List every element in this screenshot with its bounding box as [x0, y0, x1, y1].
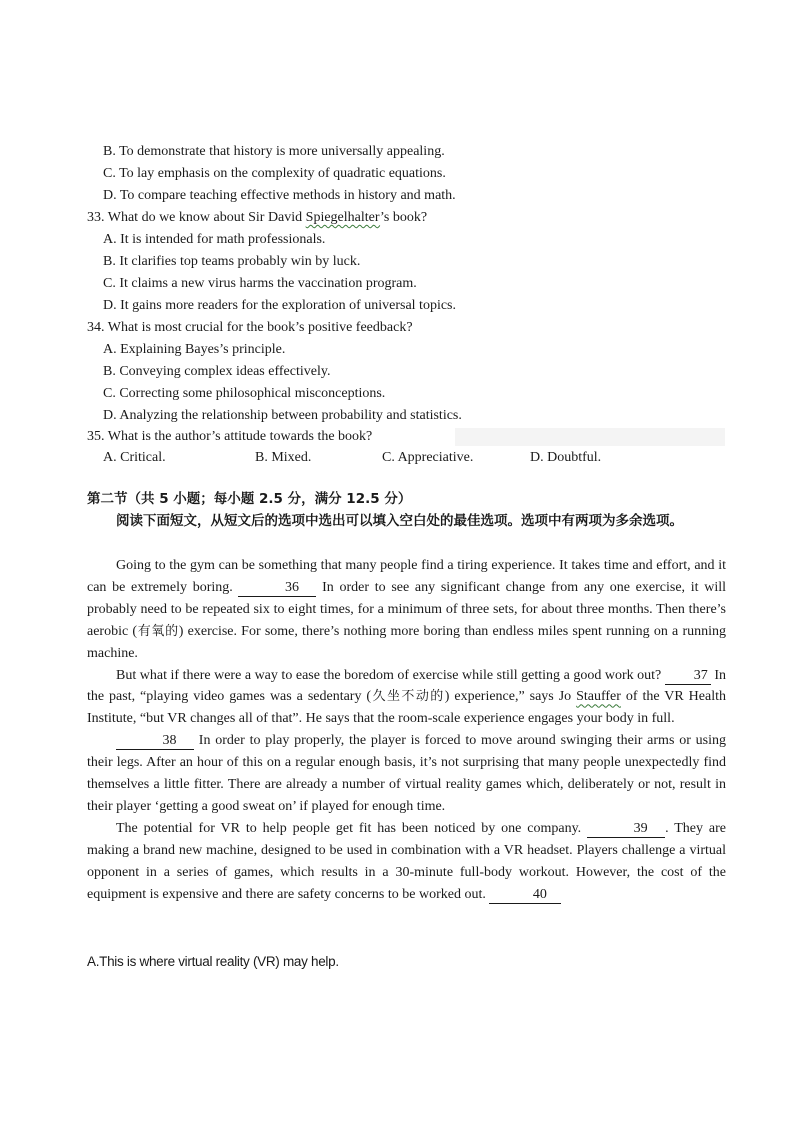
blank-38[interactable]: 38 [116, 733, 194, 750]
q34-option-b[interactable]: B. Conveying complex ideas effectively. [103, 364, 331, 379]
q32-option-d[interactable]: D. To compare teaching effective methods in history and math. [103, 188, 456, 203]
paragraph-2: But what if there were a way to ease the boredom of exercise while still getting a good work out? 37 In the past, “playing video games was a sedentary (久坐不动的) experience,” says Jo Stauffer of the VR Health Institute, “but VR changes all of that”. He says that the room-scale experience engages your body in full. [87, 667, 726, 727]
q33-option-d[interactable]: D. It gains more readers for the exploration of universal topics. [103, 298, 457, 313]
q35-options-row [103, 448, 663, 468]
q33-option-c[interactable]: C. It claims a new virus harms the vaccination program. [103, 276, 417, 291]
blank-37[interactable]: 37 [665, 668, 711, 685]
paragraph-4: The potential for VR to help people get fit has been noticed by one company. 39 . They are making a brand new machine, designed to be used in combination with a VR headset. Players challenge a virtual opponent in a series of games, which results in a 30-minute full-body workout. However, the cost of the equipment is expensive and there are safety concerns to be worked out. 40 [87, 820, 727, 902]
q35-option-d[interactable]: D. Doubtful. [530, 450, 602, 465]
blank-39[interactable]: 39 [587, 821, 665, 838]
q33-stem: 33. What do we know about Sir David Spiegelhalter’s book? [87, 210, 428, 225]
section-instruction: 阅读下面短文，从短文后的选项中选出可以填入空白处的最佳选项。选项中有两项为多余选项。 [116, 513, 683, 529]
paragraph-1: Going to the gym can be something that many people find a tiring experience. It takes time and effort, and it can be extremely boring. 36 In order to see any significant change from any one exercise, it will probably need to be repeated six to eight times, for a minimum of three sets, for about three months. Then there’s aerobic (有氧的) exercise. For some, there’s nothing more boring than endless miles spent running on a running machine. [87, 558, 726, 661]
q32-option-c[interactable]: C. To lay emphasis on the complexity of quadratic equations. [103, 166, 446, 181]
spell-marked-name: Spiegelhalter [305, 210, 381, 225]
q33-option-a[interactable]: A. It is intended for math professionals. [103, 232, 326, 247]
scan-shading [455, 428, 725, 446]
q34-option-d[interactable]: D. Analyzing the relationship between probability and statistics. [103, 408, 462, 423]
q35-option-c[interactable]: C. Appreciative. [382, 450, 474, 465]
paragraph-3: 38 In order to play properly, the player is forced to move around swinging their arms or using their legs. After an hour of this on a regular enough basis, it’s not surprising that many people unexpectedly find themselves a little fitter. There are already a number of virtual reality games which, deliberately or not, result in their player ‘getting a good sweat on’ if played for enough time. [87, 733, 726, 814]
answer-option-a[interactable]: A.This is where virtual reality (VR) may help. [87, 954, 339, 969]
q34-option-c[interactable]: C. Correcting some philosophical misconceptions. [103, 386, 386, 401]
reading-passage [87, 555, 726, 906]
q33-option-b[interactable]: B. It clarifies top teams probably win by luck. [103, 254, 361, 269]
q34-stem: 34. What is most crucial for the book’s positive feedback? [87, 320, 413, 335]
section-heading: 第二节（共 5 小题；每小题 2.5 分，满分 12.5 分） [87, 491, 412, 507]
blank-36[interactable]: 36 [238, 580, 316, 597]
q34-option-a[interactable]: A. Explaining Bayes’s principle. [103, 342, 286, 357]
q35-option-a[interactable]: A. Critical. [103, 450, 166, 465]
spell-marked-name-2: Stauffer [576, 689, 621, 705]
q32-option-b[interactable]: B. To demonstrate that history is more universally appealing. [103, 144, 445, 159]
blank-40[interactable]: 40 [489, 887, 561, 904]
q35-option-b[interactable]: B. Mixed. [255, 450, 312, 465]
q35-stem: 35. What is the author’s attitude towards the book? [87, 429, 373, 444]
